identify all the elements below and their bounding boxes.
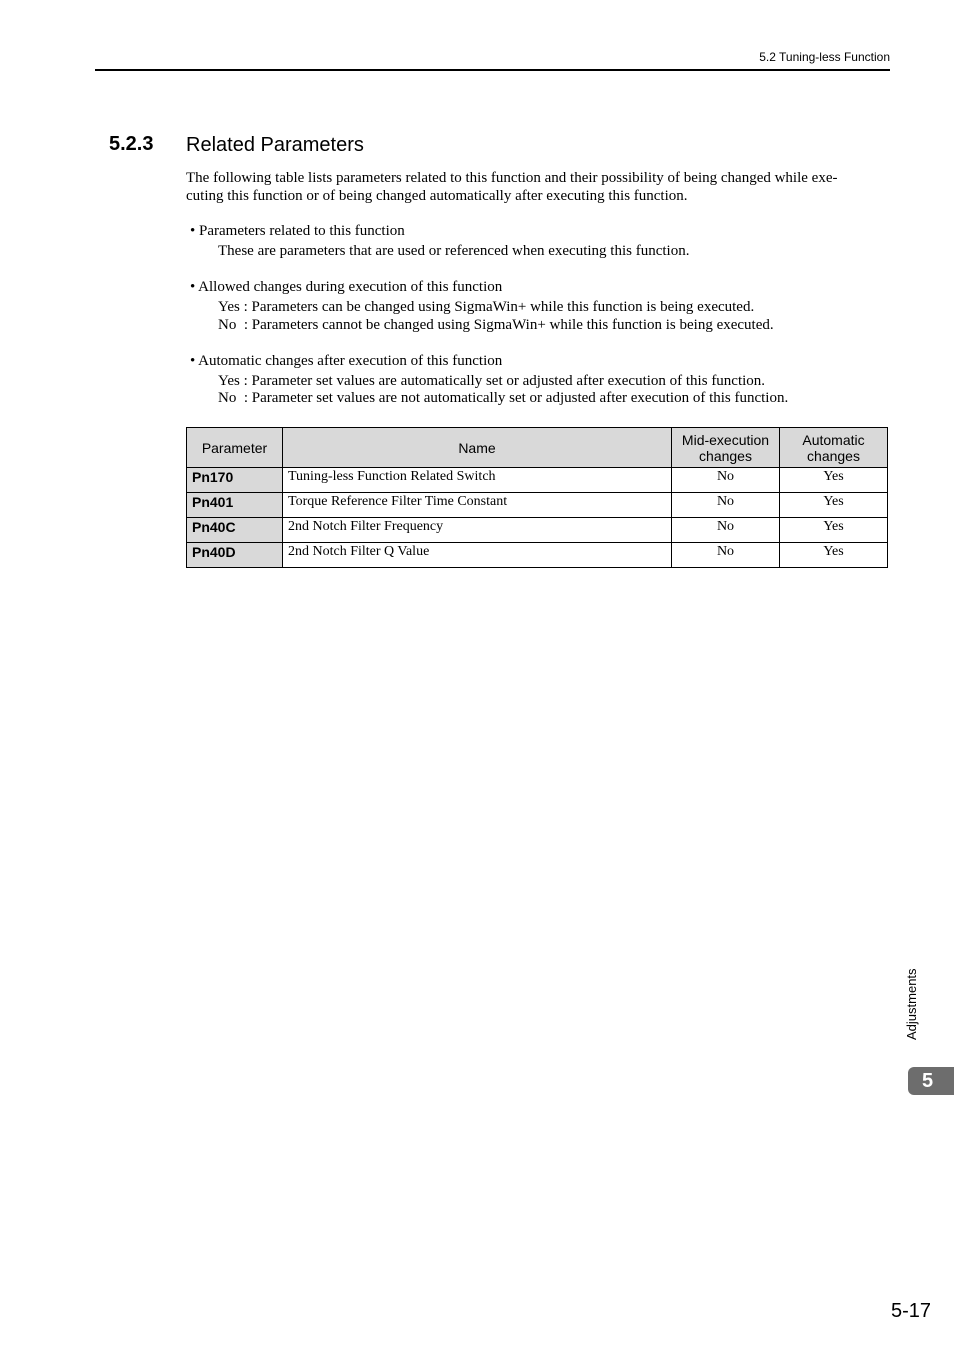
name-cell: 2nd Notch Filter Frequency — [283, 518, 672, 543]
header-rule — [95, 69, 890, 71]
automatic-cell: Yes — [780, 468, 888, 493]
automatic-cell: Yes — [780, 543, 888, 568]
name-cell: Torque Reference Filter Time Constant — [283, 493, 672, 518]
table-header-row — [187, 428, 888, 468]
header-automatic: Automatic changes — [780, 428, 888, 468]
automatic-cell: Yes — [780, 493, 888, 518]
allowed-changes-yes: Yes : Parameters can be changed using SigmaWin+ while this function is being executed. — [218, 299, 755, 315]
table-row — [187, 493, 888, 518]
chapter-tab: 5 — [908, 1067, 954, 1095]
bullet-parameters-related: • Parameters related to this function — [190, 223, 405, 239]
bullet-automatic-changes: • Automatic changes after execution of this function — [190, 353, 503, 369]
mid-execution-cell: No — [672, 468, 780, 493]
automatic-changes-yes: Yes : Parameter set values are automatically set or adjusted after execution of this function. — [218, 373, 766, 389]
chapter-side-label: Adjustments — [904, 968, 919, 1040]
related-parameters-table — [186, 427, 888, 568]
header-mid-execution: Mid-execution changes — [672, 428, 780, 468]
parameter-cell: Pn40C — [187, 518, 283, 543]
intro-line-2: cuting this function or of being changed automatically after executing this function. — [186, 188, 688, 204]
header-parameter: Parameter — [187, 428, 283, 468]
table-row — [187, 543, 888, 568]
parameter-cell: Pn170 — [187, 468, 283, 493]
mid-execution-cell: No — [672, 493, 780, 518]
section-number: 5.2.3 — [109, 133, 154, 155]
running-header: 5.2 Tuning-less Function — [759, 50, 890, 64]
bullet-parameters-related-desc: These are parameters that are used or referenced when executing this function. — [218, 243, 690, 259]
section-title: Related Parameters — [186, 134, 364, 156]
automatic-changes-no: No : Parameter set values are not automatically set or adjusted after execution of this function. — [218, 390, 789, 406]
header-name: Name — [283, 428, 672, 468]
table-row — [187, 518, 888, 543]
parameter-cell: Pn401 — [187, 493, 283, 518]
intro-line-1: The following table lists parameters related to this function and their possibility of being changed while exe- — [186, 170, 838, 186]
mid-execution-cell: No — [672, 543, 780, 568]
intro-paragraph — [186, 169, 886, 205]
page-number: 5-17 — [890, 1300, 931, 1322]
allowed-changes-no: No : Parameters cannot be changed using SigmaWin+ while this function is being executed. — [218, 317, 774, 333]
bullet-allowed-changes: • Allowed changes during execution of this function — [190, 279, 503, 295]
name-cell: 2nd Notch Filter Q Value — [283, 543, 672, 568]
automatic-cell: Yes — [780, 518, 888, 543]
name-cell: Tuning-less Function Related Switch — [283, 468, 672, 493]
mid-execution-cell: No — [672, 518, 780, 543]
table-row — [187, 468, 888, 493]
parameter-cell: Pn40D — [187, 543, 283, 568]
